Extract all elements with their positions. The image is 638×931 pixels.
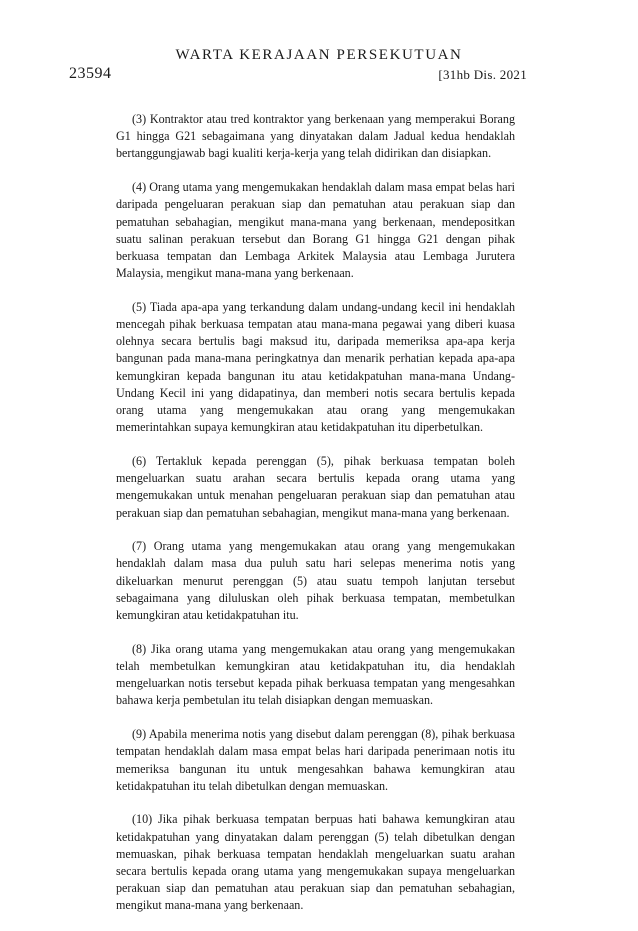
paragraph-10: (10) Jika pihak berkuasa tempatan berpuas hati bahawa kemungkiran atau ketidakpatuhan yang dinyatakan dalam perenggan (5) telah dibetulkan dengan memuaskan, pihak berkuasa tempatan hendaklah mengeluarkan suatu arahan secara bertulis kepada orang utama yang mengemukakan supaya mengeluarkan perakuan siap dan pematuhan atau perakuan siap dan pematuhan sebahagian, mengikut mana-mana yang berkenaan. — [116, 812, 515, 913]
header-date: [31hb Dis. 2021 — [438, 67, 527, 82]
page-title: WARTA KERAJAAN PERSEKUTUAN — [175, 47, 463, 63]
paragraph-3: (3) Kontraktor atau tred kontraktor yang berkenaan yang memperakui Borang G1 hingga G21 sebagaimana yang dinyatakan dalam Jadual kedua hendaklah bertanggungjawab bagi kualiti kerja-kerja yang telah didirikan dan disiapkan. — [116, 112, 515, 161]
paragraph-8: (8) Jika orang utama yang mengemukakan atau orang yang mengemukakan telah membetulkan kemungkiran atau ketidakpatuhan itu, dia hendaklah mengeluarkan notis tersebut kepada pihak berkuasa tempatan yang mengesahkan bahawa kerja pembetulan itu telah disiapkan dengan memuaskan. — [116, 641, 515, 708]
paragraph-6: (6) Tertakluk kepada perenggan (5), pihak berkuasa tempatan boleh mengeluarkan suatu arahan secara bertulis kepada orang utama yang mengemukakan untuk menahan pengeluaran perakuan siap dan pematuhan atau perakuan siap dan pematuhan sebahagian, mengikut mana-mana yang berkenaan. — [116, 453, 515, 520]
page-number: 23594 — [69, 65, 112, 82]
paragraph-5: (5) Tiada apa-apa yang terkandung dalam undang-undang kecil ini hendaklah mencegah pihak berkuasa tempatan atau mana-mana pegawai yang diberi kuasa olehnya secara bertulis bagi maksud itu, daripada memeriksa apa-apa kerja bangunan pada mana-mana peringkatnya dan menarik perhatian kepada apa-apa kemungkiran kepada bangunan itu atau ketidakpatuhan mana-mana Undang-Undang Kecil ini yang didapatinya, dan memberi notis secara bertulis kepada orang utama yang mengemukakan atau orang yang mengemukakan memerintahkan supaya kemungkiran atau ketidakpatuhan itu diperbetulkan. — [116, 299, 515, 435]
paragraph-9: (9) Apabila menerima notis yang disebut dalam perenggan (8), pihak berkuasa tempatan hendaklah dalam masa empat belas hari daripada penerimaan notis itu memeriksa bangunan itu untuk mengesahkan bahawa kemungkiran atau ketidakpatuhan itu telah dibetulkan dengan memuaskan. — [116, 727, 515, 793]
document-body — [116, 111, 515, 931]
paragraph-7: (7) Orang utama yang mengemukakan atau orang yang mengemukakan hendaklah dalam masa dua puluh satu hari selepas menerima notis yang dikeluarkan menurut perenggan (5) atau suatu tempoh lanjutan tersebut sebagaimana yang diluluskan oleh pihak berkuasa tempatan, membetulkan kemungkiran atau ketidakpatuhan itu. — [116, 539, 515, 623]
paragraph-4: (4) Orang utama yang mengemukakan hendaklah dalam masa empat belas hari daripada pengeluaran perakuan siap dan pematuhan atau perakuan siap dan pematuhan sebahagian, mengikut mana-mana yang berkenaan, mendepositkan suatu salinan perakuan tersebut dan Borang G1 hingga G21 dengan pihak berkuasa tempatan dan Lembaga Arkitek Malaysia atau Lembaga Jurutera Malaysia, mengikut mana-mana yang berkenaan. — [116, 180, 515, 281]
